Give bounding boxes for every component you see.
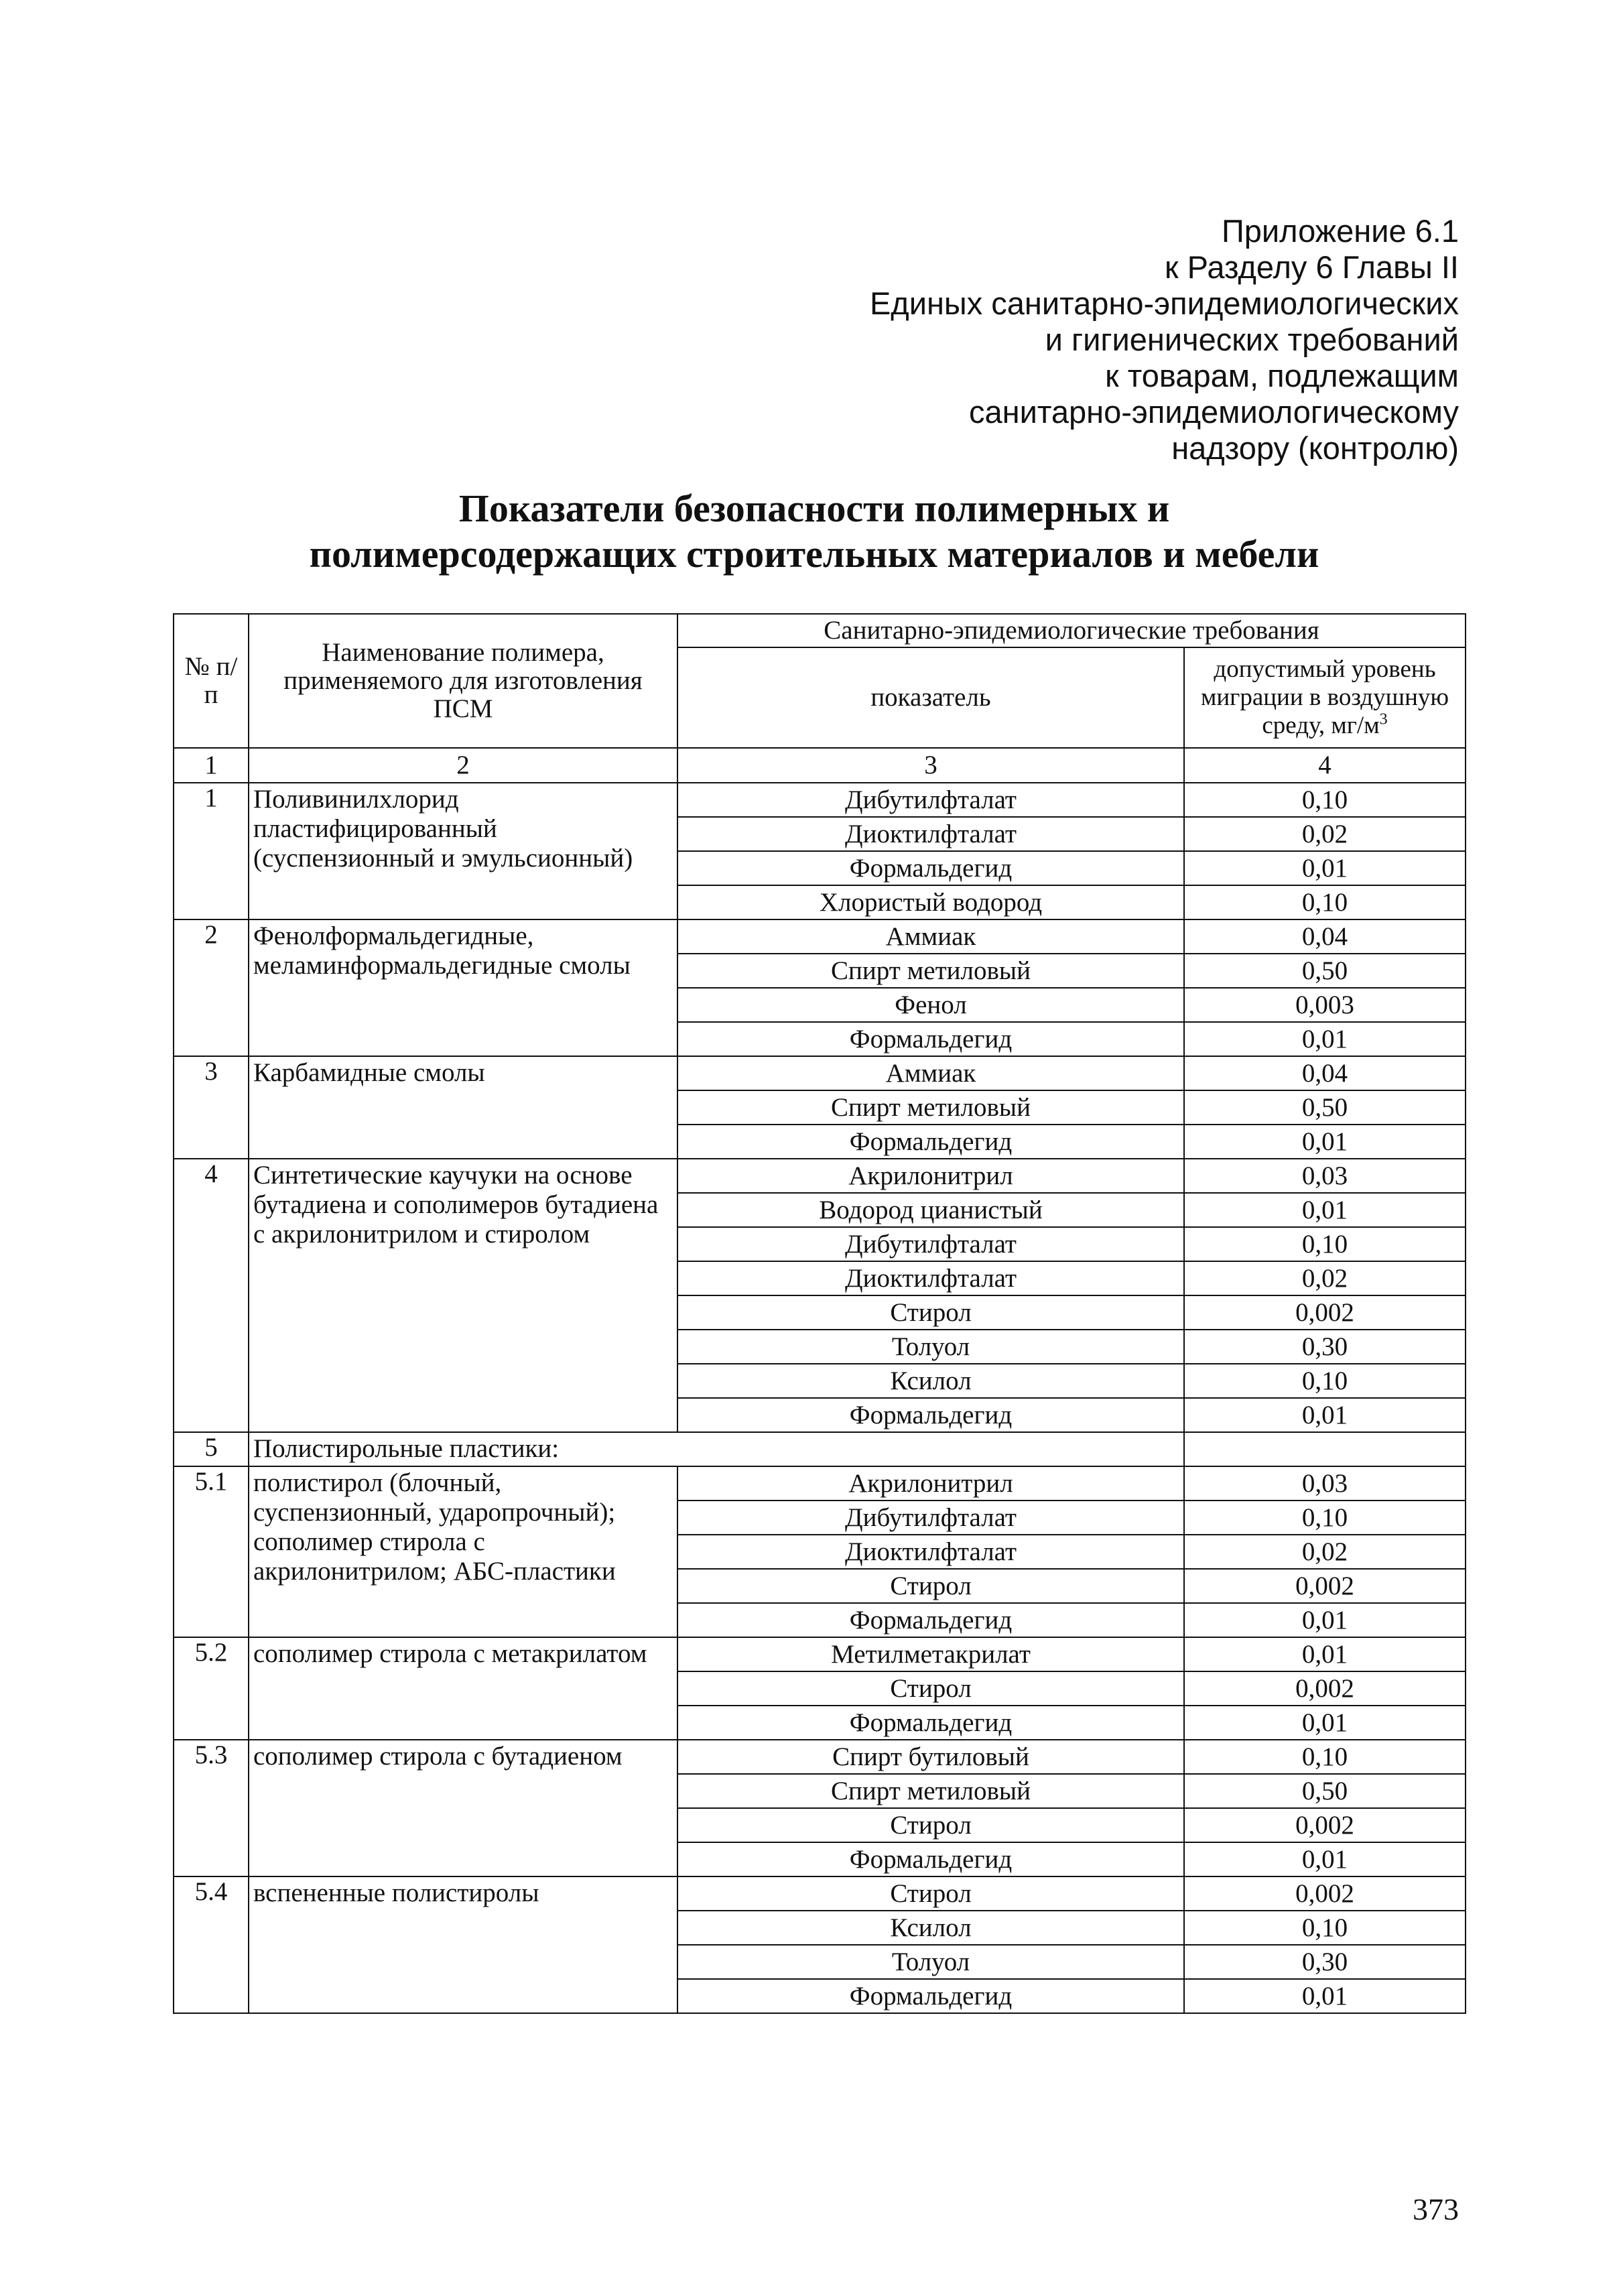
table-row xyxy=(174,1740,1466,1774)
level-cell: 0,01 xyxy=(1184,1979,1466,2013)
polymer-name: Синтетические каучуки на основе бутадиена и сополимеров бутадиена с акрилонитрилом и стиролом xyxy=(249,1159,677,1432)
row-number: 2 xyxy=(174,919,249,1056)
level-cell: 0,01 xyxy=(1184,1603,1466,1637)
level-cell: 0,002 xyxy=(1184,1876,1466,1911)
safety-indicators-table xyxy=(173,613,1466,2014)
indicator-cell: Водород цианистый xyxy=(677,1193,1184,1227)
indicator-cell: Дибутилфталат xyxy=(677,1227,1184,1261)
level-cell: 0,002 xyxy=(1184,1808,1466,1842)
title-line-1: Показатели безопасности полимерных и xyxy=(458,487,1170,530)
row-number: 4 xyxy=(174,1159,249,1432)
indicator-cell: Формальдегид xyxy=(677,1603,1184,1637)
level-cell: 0,10 xyxy=(1184,783,1466,817)
level-cell: 0,10 xyxy=(1184,1227,1466,1261)
header-indicator: показатель xyxy=(677,647,1184,748)
level-cell: 0,01 xyxy=(1184,1706,1466,1740)
indicator-cell: Дибутилфталат xyxy=(677,783,1184,817)
indicator-cell: Толуол xyxy=(677,1330,1184,1364)
level-cell: 0,03 xyxy=(1184,1466,1466,1501)
table-row xyxy=(174,1056,1466,1090)
indicator-cell: Спирт бутиловый xyxy=(677,1740,1184,1774)
level-cell: 0,01 xyxy=(1184,1193,1466,1227)
appendix-line: к Разделу 6 Главы II xyxy=(1164,249,1459,285)
header-num: № п/п xyxy=(174,614,249,748)
section-row xyxy=(174,1432,1466,1466)
page-number: 373 xyxy=(1413,2192,1459,2226)
level-cell: 0,02 xyxy=(1184,1261,1466,1295)
indicator-cell: Метилметакрилат xyxy=(677,1637,1184,1671)
table-row xyxy=(174,919,1466,954)
level-cell: 0,02 xyxy=(1184,1535,1466,1569)
level-cell: 0,01 xyxy=(1184,1022,1466,1056)
indicator-cell: Аммиак xyxy=(677,1056,1184,1090)
indicator-cell: Толуол xyxy=(677,1945,1184,1979)
level-cell: 0,10 xyxy=(1184,1740,1466,1774)
table-row xyxy=(174,1876,1466,1911)
indicator-cell: Ксилол xyxy=(677,1911,1184,1945)
level-cell: 0,30 xyxy=(1184,1945,1466,1979)
indicator-cell: Формальдегид xyxy=(677,1706,1184,1740)
header-level-text: допустимый уровень миграции в воздушную среду, мг/м xyxy=(1200,655,1449,739)
level-cell: 0,002 xyxy=(1184,1569,1466,1603)
indicator-cell: Спирт метиловый xyxy=(677,954,1184,988)
indicator-cell: Формальдегид xyxy=(677,1125,1184,1159)
appendix-line: надзору (контролю) xyxy=(1171,430,1459,466)
row-number: 5.4 xyxy=(174,1876,249,2013)
title-line-2: полимерсодержащих строительных материалов и мебели xyxy=(309,532,1319,576)
level-cell: 0,10 xyxy=(1184,1364,1466,1398)
level-cell: 0,01 xyxy=(1184,1398,1466,1432)
header-level-sup: 3 xyxy=(1379,710,1388,728)
indicator-cell: Формальдегид xyxy=(677,851,1184,885)
section-name: Полистирольные пластики: xyxy=(249,1432,1184,1466)
polymer-name: Фенолформальдегидные, меламинформальдегидные смолы xyxy=(249,919,677,1056)
level-cell: 0,03 xyxy=(1184,1159,1466,1193)
polymer-name: вспененные полистиролы xyxy=(249,1876,677,2013)
indicator-cell: Формальдегид xyxy=(677,1842,1184,1876)
appendix-line: Приложение 6.1 xyxy=(1221,213,1459,249)
polymer-name: Карбамидные смолы xyxy=(249,1056,677,1159)
level-cell: 0,04 xyxy=(1184,1056,1466,1090)
level-cell: 0,50 xyxy=(1184,1090,1466,1125)
indicator-cell: Акрилонитрил xyxy=(677,1159,1184,1193)
indicator-cell: Стирол xyxy=(677,1671,1184,1706)
level-cell: 0,01 xyxy=(1184,1842,1466,1876)
indicator-cell: Спирт метиловый xyxy=(677,1774,1184,1808)
polymer-name: сополимер стирола с бутадиеном xyxy=(249,1740,677,1876)
indicator-cell: Стирол xyxy=(677,1876,1184,1911)
polymer-name: сополимер стирола с метакрилатом xyxy=(249,1637,677,1740)
table-row xyxy=(174,1637,1466,1671)
level-cell: 0,04 xyxy=(1184,919,1466,954)
level-cell: 0,50 xyxy=(1184,1774,1466,1808)
indicator-cell: Хлористый водород xyxy=(677,885,1184,919)
table-row xyxy=(174,1466,1466,1501)
table-row xyxy=(174,783,1466,817)
header-group: Санитарно-эпидемиологические требования xyxy=(677,614,1466,647)
appendix-line: санитарно-эпидемиологическому xyxy=(969,394,1459,430)
appendix-reference xyxy=(588,213,1459,466)
indicator-cell: Формальдегид xyxy=(677,1022,1184,1056)
level-cell: 0,50 xyxy=(1184,954,1466,988)
level-cell: 0,01 xyxy=(1184,1125,1466,1159)
indicator-cell: Стирол xyxy=(677,1808,1184,1842)
indicator-cell: Фенол xyxy=(677,988,1184,1022)
indicator-cell: Формальдегид xyxy=(677,1979,1184,2013)
indicator-cell: Стирол xyxy=(677,1569,1184,1603)
polymer-name: полистирол (блочный, суспензионный, ударопрочный); сополимер стирола с акрилонитрилом; АБС-пластики xyxy=(249,1466,677,1637)
col-number-4: 4 xyxy=(1184,748,1466,783)
level-cell: 0,002 xyxy=(1184,1295,1466,1330)
table-row xyxy=(174,1159,1466,1193)
appendix-line: и гигиенических требований xyxy=(1045,322,1459,357)
indicator-cell: Диоктилфталат xyxy=(677,1535,1184,1569)
col-number-2: 2 xyxy=(249,748,677,783)
level-cell: 0,10 xyxy=(1184,885,1466,919)
col-number-1: 1 xyxy=(174,748,249,783)
row-number: 5.2 xyxy=(174,1637,249,1740)
indicator-cell: Стирол xyxy=(677,1295,1184,1330)
indicator-cell: Диоктилфталат xyxy=(677,1261,1184,1295)
document-title xyxy=(174,486,1454,577)
indicator-cell: Акрилонитрил xyxy=(677,1466,1184,1501)
level-cell: 0,30 xyxy=(1184,1330,1466,1364)
row-number: 5 xyxy=(174,1432,249,1466)
header-name: Наименование полимера, применяемого для изготовления ПСМ xyxy=(249,614,677,748)
row-number: 1 xyxy=(174,783,249,919)
row-number: 5.1 xyxy=(174,1466,249,1637)
empty-cell xyxy=(1184,1432,1466,1466)
level-cell: 0,02 xyxy=(1184,817,1466,851)
level-cell: 0,003 xyxy=(1184,988,1466,1022)
indicator-cell: Ксилол xyxy=(677,1364,1184,1398)
level-cell: 0,01 xyxy=(1184,851,1466,885)
level-cell: 0,10 xyxy=(1184,1501,1466,1535)
indicator-cell: Дибутилфталат xyxy=(677,1501,1184,1535)
appendix-line: к товарам, подлежащим xyxy=(1105,358,1459,393)
level-cell: 0,01 xyxy=(1184,1637,1466,1671)
polymer-name: Поливинилхлорид пластифицированный (суспензионный и эмульсионный) xyxy=(249,783,677,919)
appendix-line: Единых санитарно-эпидемиологических xyxy=(869,285,1459,321)
row-number: 3 xyxy=(174,1056,249,1159)
table-body xyxy=(174,783,1466,2013)
level-cell: 0,10 xyxy=(1184,1911,1466,1945)
indicator-cell: Формальдегид xyxy=(677,1398,1184,1432)
indicator-cell: Диоктилфталат xyxy=(677,817,1184,851)
row-number: 5.3 xyxy=(174,1740,249,1876)
indicator-cell: Спирт метиловый xyxy=(677,1090,1184,1125)
level-cell: 0,002 xyxy=(1184,1671,1466,1706)
col-number-3: 3 xyxy=(677,748,1184,783)
indicator-cell: Аммиак xyxy=(677,919,1184,954)
header-level xyxy=(1184,647,1466,748)
